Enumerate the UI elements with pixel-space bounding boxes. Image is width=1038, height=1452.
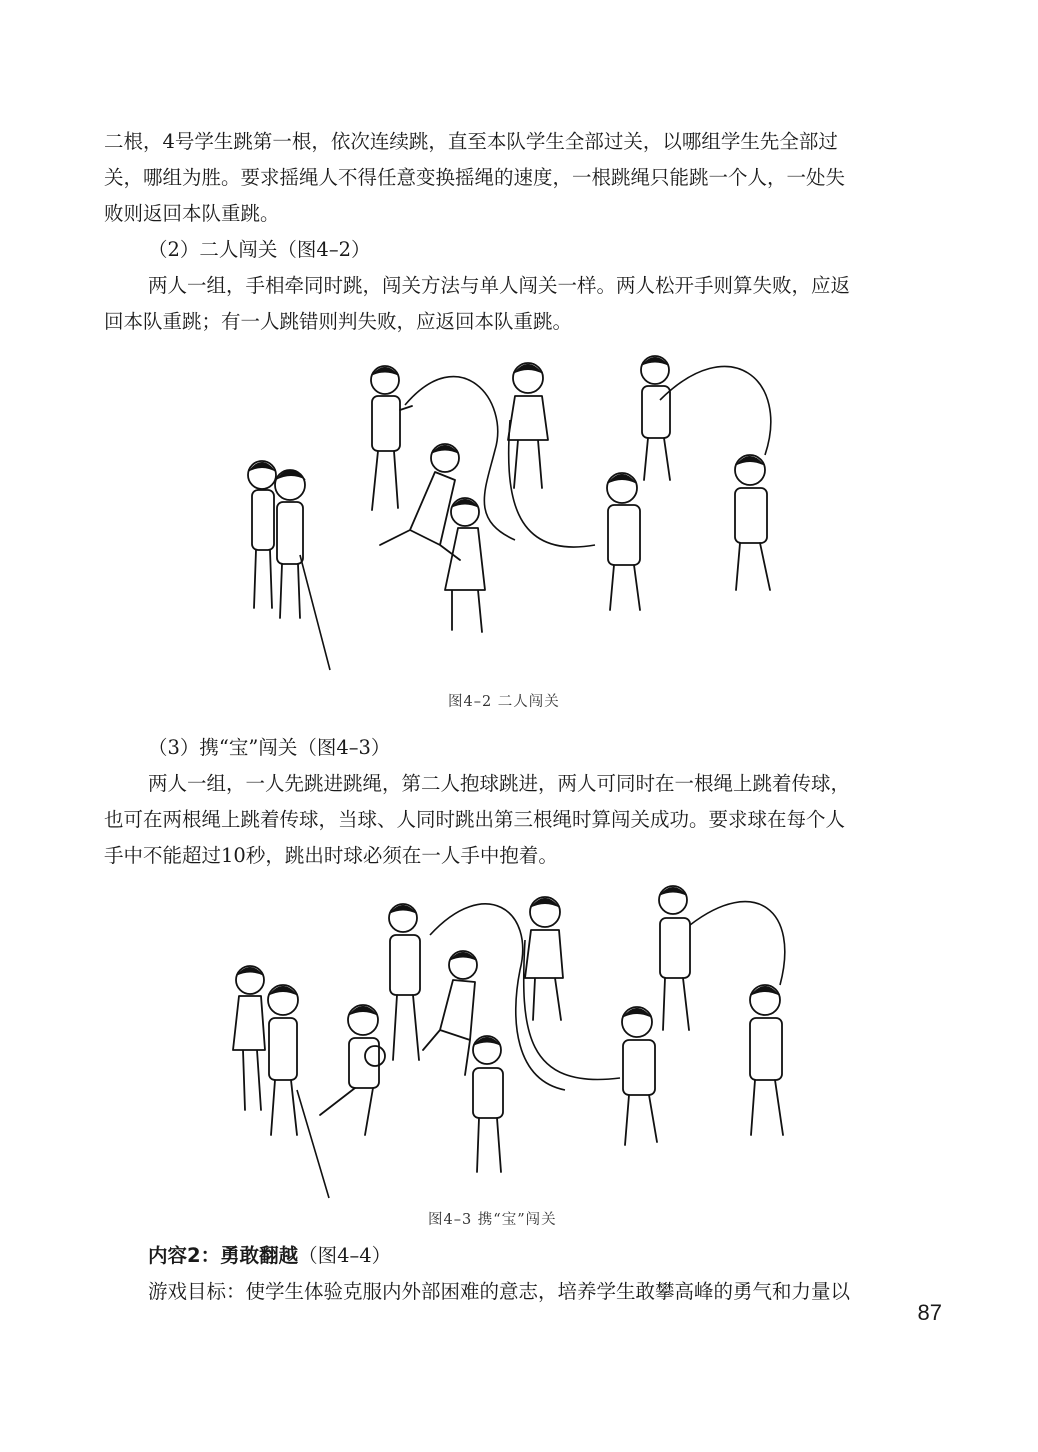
jumper-right-1 (607, 473, 640, 610)
rope-turner-3 (659, 886, 690, 1030)
waiting-child-2 (268, 985, 298, 1135)
rope-turner-3 (641, 356, 670, 480)
figure-4-2-caption: 图4–2 二人闯关 (448, 694, 560, 710)
section-title-carry-treasure: （3）携“宝”闯关（图4–3） (148, 736, 391, 759)
page-number: 87 (917, 1300, 942, 1325)
text-line: 手中不能超过10秒，跳出时球必须在一人手中抱着。 (104, 844, 558, 867)
waiting-child-2 (275, 470, 306, 618)
text-line: 两人一组，手相牵同时跳，闯关方法与单人闯关一样。两人松开手则算失败，应返 (148, 274, 851, 297)
text-line: 二根，4号学生跳第一根，依次连续跳，直至本队学生全部过关，以哪组学生先全部过 (104, 130, 838, 153)
rope-2 (524, 940, 620, 1080)
section-title-two-person: （2）二人闯关（图4–2） (148, 238, 371, 261)
rope-turner-1 (389, 904, 420, 1060)
rope-1 (405, 377, 515, 540)
rope-3 (660, 366, 771, 455)
jumping-child-2 (445, 498, 485, 632)
text-line: 关，哪组为胜。要求摇绳人不得任意变换摇绳的速度，一根跳绳只能跳一个人，一处失 (104, 166, 846, 189)
figure-4-2-illustration (230, 340, 800, 675)
rope-turner-2 (508, 363, 548, 488)
figure-4-3-illustration (225, 880, 795, 1202)
content-2-label: 内容2：勇敢翻越 (148, 1244, 299, 1267)
rope-turner-1 (371, 366, 412, 510)
figure-4-3-caption: 图4–3 携“宝”闯关 (428, 1212, 557, 1228)
paragraph-rules (104, 124, 934, 232)
rope-2 (509, 420, 595, 547)
text-line: 败则返回本队重跳。 (104, 202, 280, 225)
jumping-girl (473, 1036, 503, 1172)
rope-end (297, 1090, 329, 1198)
text-line: 两人一组，一人先跳进跳绳，第二人抱球跳进，两人可同时在一根绳上跳着传球， (148, 772, 851, 795)
waiting-child-1 (233, 966, 265, 1110)
girl-holding-ball (320, 1005, 385, 1135)
game-goal-line: 游戏目标：使学生体验克服内外部困难的意志，培养学生敢攀高峰的勇气和力量以 (148, 1280, 851, 1303)
content-2-figure-ref: （图4–4） (298, 1244, 392, 1267)
paragraph-carry-treasure (104, 766, 934, 874)
waiting-child-1 (248, 461, 276, 608)
paragraph-two-person (104, 268, 934, 340)
content-2-heading (148, 1238, 391, 1274)
rope-turner-4 (735, 455, 770, 590)
jumping-boy (423, 951, 477, 1075)
rope-end (300, 555, 330, 670)
jumper-right-1 (622, 1007, 657, 1145)
rope-3 (690, 902, 785, 985)
text-line: 也可在两根绳上跳着传球，当球、人同时跳出第三根绳时算闯关成功。要求球在每个人 (104, 808, 846, 831)
jumping-child-1 (380, 444, 460, 560)
rope-turner-2 (525, 897, 563, 1020)
ball (365, 1046, 385, 1066)
rope-turner-4 (750, 985, 783, 1135)
text-line: 回本队重跳；有一人跳错则判失败，应返回本队重跳。 (104, 310, 573, 333)
